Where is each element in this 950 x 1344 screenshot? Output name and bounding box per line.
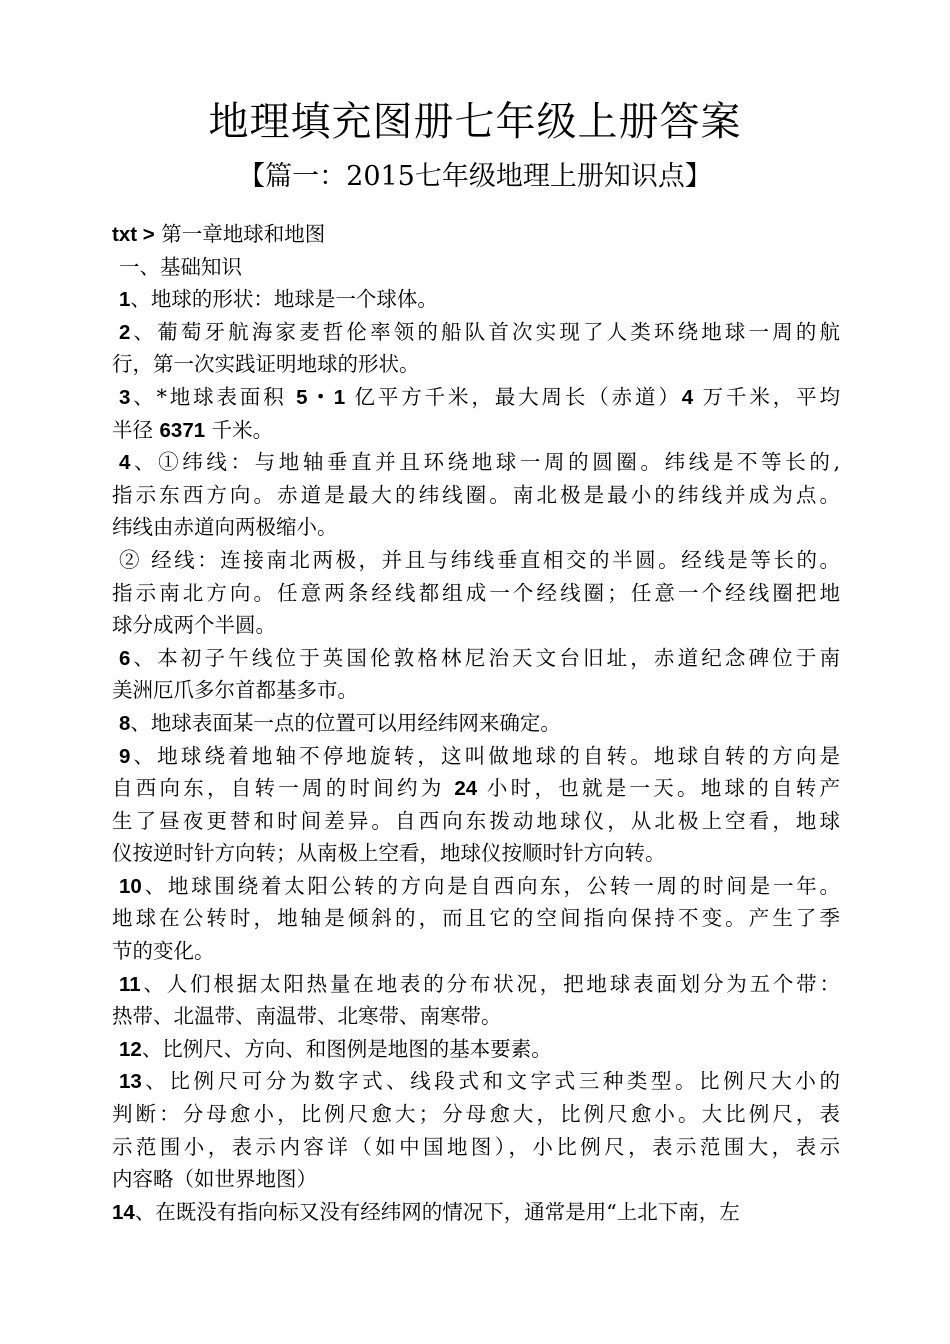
text-segment: 地球在公转时，地轴是倾斜的，而且它的空间指向保持不变。产生了季 (112, 906, 840, 931)
bold-number: 5・1 (296, 385, 346, 409)
bold-number: 14 (112, 1200, 135, 1224)
text-segment: 节的变化。 (112, 939, 215, 964)
bold-number: 1 (119, 288, 131, 312)
text-segment: 、在既没有指向标又没有经纬网的情况下，通常是用“上北下南，左 (134, 1199, 740, 1224)
text-line (112, 218, 840, 251)
bold-number: 12 (119, 1037, 142, 1061)
text-line (112, 381, 840, 414)
text-segment: 第一章地球和地图 (154, 222, 326, 246)
text-segment: 热带、北温带、南温带、北寒带、南寒带。 (112, 1004, 502, 1029)
text-segment: 、地球的形状：地球是一个球体。 (130, 287, 438, 312)
bold-number: 6371 (159, 418, 206, 442)
text-line (112, 707, 840, 740)
text-line (112, 1000, 840, 1033)
bold-number: 10 (119, 874, 142, 898)
text-segment: 美洲厄爪多尔首都基多市。 (112, 678, 358, 703)
text-segment: 一、基础知识 (119, 254, 242, 279)
text-segment: 、比例尺、方向、和图例是地图的基本要素。 (141, 1036, 552, 1061)
text-segment: 指示东西方向。赤道是最大的纬线圈。南北极是最小的纬线并成为点。 (112, 482, 840, 507)
text-line (112, 740, 840, 773)
bold-number: 2 (119, 320, 131, 344)
text-line (112, 511, 840, 544)
text-line (112, 902, 840, 935)
text-segment: 、本初子午线位于英国伦敦格林尼治天文台旧址，赤道纪念碑位于南 (130, 645, 840, 670)
text-line (112, 609, 840, 642)
text-segment: 纬线由赤道向两极缩小。 (112, 515, 338, 540)
text-line (112, 1163, 840, 1196)
text-line (112, 805, 840, 838)
text-line (112, 283, 840, 316)
document-body (112, 218, 840, 1228)
text-segment: 、地球绕着地轴不停地旋转，这叫做地球的自转。地球自转的方向是 (130, 743, 840, 768)
text-line (112, 577, 840, 610)
bold-number: 24 (454, 777, 478, 801)
text-segment: 自西向东，自转一周的时间约为 (112, 776, 455, 801)
text-line (112, 1098, 840, 1131)
text-segment: 、地球表面某一点的位置可以用经纬网来确定。 (130, 710, 561, 735)
bold-number: 13 (119, 1070, 142, 1094)
text-segment: 球分成两个半圆。 (112, 613, 276, 638)
text-segment: 、人们根据太阳热量在地表的分布状况，把地球表面划分为五个带： (140, 971, 840, 996)
bold-number: 4 (681, 385, 694, 409)
text-segment: 万千米，平均 (693, 384, 840, 409)
text-segment: 仪按逆时针方向转；从南极上空看，地球仪按顺时针方向转。 (112, 841, 666, 866)
text-line (112, 414, 840, 447)
text-line (112, 968, 840, 1001)
text-line (112, 446, 840, 479)
text-line (112, 348, 840, 381)
document-title: 地理填充图册七年级上册答案 (208, 99, 742, 145)
text-line (112, 870, 840, 903)
text-segment: 、比例尺可分为数字式、线段式和文字式三种类型。比例尺大小的 (141, 1069, 840, 1094)
text-line (112, 316, 840, 349)
text-segment: 、①纬线：与地轴垂直并且环绕地球一周的圆圈。纬线是不等长的, (130, 450, 840, 475)
text-line (112, 642, 840, 675)
text-line (112, 935, 840, 968)
text-line (112, 1065, 840, 1098)
bold-number: 11 (119, 972, 141, 996)
bold-number: txt > (112, 223, 155, 246)
text-segment: 、葡萄牙航海家麦哲伦率领的船队首次实现了人类环绕地球一周的航 (130, 319, 840, 344)
text-line (112, 772, 840, 805)
text-segment: 行，第一次实践证明地球的形状。 (112, 352, 420, 377)
text-segment: 示范围小，表示内容详（如中国地图），小比例尺，表示范围大，表示 (112, 1134, 840, 1159)
text-segment: 小时，也就是一天。地球的自转产 (477, 776, 840, 801)
text-segment: 、地球围绕着太阳公转的方向是自西向东，公转一周的时间是一年。 (141, 873, 840, 898)
text-segment: 生了昼夜更替和时间差异。自西向东拨动地球仪，从北极上空看，地球 (112, 808, 840, 833)
text-segment: ② 经线：连接南北两极，并且与纬线垂直相交的半圆。经线是等长的。 (119, 547, 840, 572)
text-line (112, 674, 840, 707)
text-line (112, 837, 840, 870)
bold-number: 9 (119, 744, 131, 768)
text-line (112, 251, 840, 284)
bold-number: 6 (119, 646, 131, 670)
text-line (112, 1196, 840, 1229)
bold-number: 4 (119, 451, 131, 475)
text-line (112, 1131, 840, 1164)
document-subtitle: 【篇一：2015七年级地理上册知识点】 (238, 161, 712, 192)
text-segment: 指示南北方向。任意两条经线都组成一个经线圈；任意一个经线圈把地 (112, 580, 840, 605)
text-segment: 判断：分母愈小，比例尺愈大；分母愈大，比例尺愈小。大比例尺，表 (112, 1102, 840, 1127)
text-segment: 亿平方千米，最大周长（赤道） (345, 384, 682, 409)
text-segment: 、*地球表面积 (130, 384, 297, 409)
text-line (112, 1033, 840, 1066)
text-line (112, 479, 840, 512)
text-line (112, 544, 840, 577)
text-segment: 千米。 (205, 417, 274, 442)
text-segment: 半径 (112, 417, 160, 442)
bold-number: 3 (119, 385, 131, 409)
bold-number: 8 (119, 711, 131, 735)
text-segment: 内容略（如世界地图） (112, 1167, 317, 1192)
